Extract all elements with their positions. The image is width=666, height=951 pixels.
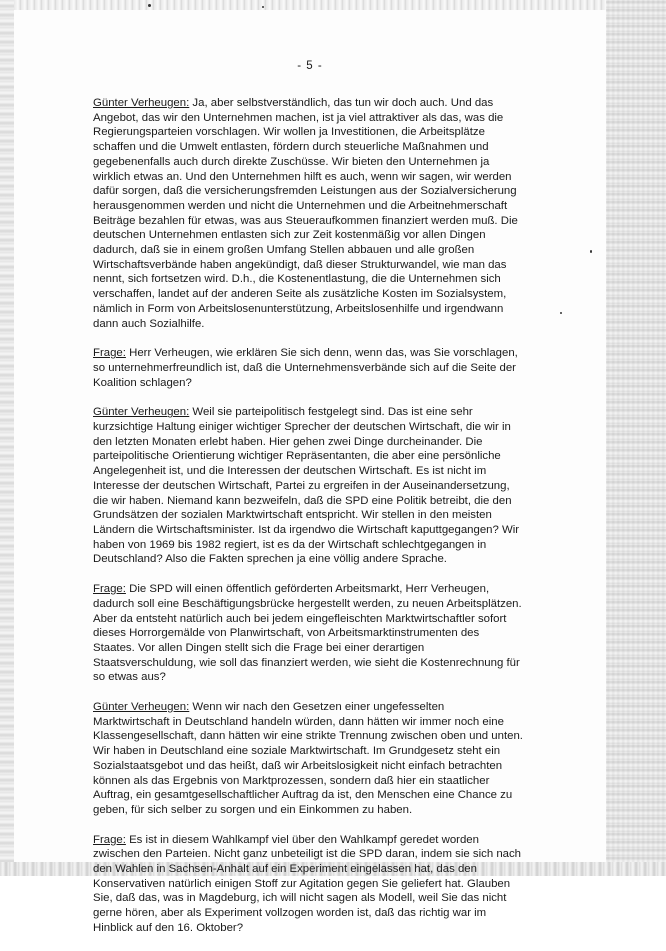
scan-speck — [262, 6, 264, 8]
paragraph — [93, 96, 523, 331]
speaker-label: Frage: — [93, 583, 126, 596]
paragraph — [93, 833, 523, 936]
scan-edge-left — [0, 0, 14, 876]
speaker-label: Günter Verheugen: — [93, 701, 190, 714]
paragraph-text: Ja, aber selbstverständlich, das tun wir doch auch. Und das Angebot, das wir den Unternehmen machen, ist ja viel attraktiver als das, was die Regierungsparteien vorschlagen. Wir wollen ja Investitionen, die Arbeitsplätze schaffen und die Umwelt entlasten, fördern durch steuerliche Maßnahmen und gegebenenfalls auch durch direkte Zuschüsse. Wir bieten den Unternehmen ja wirklich etwas an. Und den Unternehmen hilft es auch, wenn wir sagen, wir werden dafür sorgen, daß die versicherungsfremden Leistungen aus der Sozialversicherung herausgenommen werden und nicht die Unternehmen und die Arbeitnehmerschaft Beiträge bezahlen für etwas, was aus Steueraufkommen finanziert werden muß. Die deutschen Unternehmen entlasten sich zur Zeit kostenmäßig vor allen Dingen dadurch, daß sie in einem großen Umfang Stellen abbauen und alle großen Wirtschaftsverbände haben angekündigt, daß dieser Strukturwandel, wie man das nennt, sich fortsetzen wird. D.h., die Kostenentlastung, die die Unternehmen sich verschaffen, landet auf der anderen Seite als zusätzliche Kosten im Sozialsystem, nämlich in Form von Arbeitslosenunterstützung, Arbeitslosenhilfe und irgendwann dann auch Sozialhilfe. — [93, 97, 518, 330]
paragraph-text: Wenn wir nach den Gesetzen einer ungefesselten Marktwirtschaft in Deutschland handeln würden, dann hätten wir immer noch eine Klassengesellschaft, dann hätten wir eine strikte Trennung zwischen oben und unten. Wir haben in Deutschland eine soziale Marktwirtschaft. Im Grundgesetz steht ein Sozialstaatsgebot und das heißt, daß wir Arbeitslosigkeit nicht einfach betrachten können als das Ergebnis von Marktprozessen, sondern daß hier ein staatlicher Auftrag, ein gesamtgesellschaftlicher Auftrag da ist, den Menschen eine Chance zu geben, für sich selber zu sorgen und ein Einkommen zu haben. — [93, 701, 523, 816]
paragraph — [93, 405, 523, 567]
scan-edge-right — [606, 0, 666, 876]
paragraph-text: Es ist in diesem Wahlkampf viel über den Wahlkampf geredet worden zwischen den Parteien. Nicht ganz unbeteiligt ist die SPD daran, indem sie sich nach den Wahlen in Sachsen-Anhalt auf ein Experiment eingelassen hat, das den Konservativen natürlich einigen Stoff zur Agitation gegen Sie geliefert hat. Glauben Sie, daß das, was in Magdeburg, ich will nicht sagen als Modell, weil Sie das nicht gerne hören, aber als Experiment vollzogen worden ist, daß das richtig war im Hinblick auf den 16. Oktober? — [93, 833, 522, 934]
paragraph-text: Weil sie parteipolitisch festgelegt sind. Das ist eine sehr kurzsichtige Haltung einiger wichtiger Sprecher der deutschen Wirtschaft, die wir in den letzten Monaten erlebt haben. Hier gehen zwei Dinge durcheinander. Die parteipolitische Orientierung wichtiger Repräsentanten, die aber eine persönliche Angelegenheit ist, und die Interessen der deutschen Wirtschaft. Es ist nicht im Interesse der deutschen Wirtschaft, Partei zu ergreifen in der Auseinandersetzung, die wir haben. Niemand kann bezweifeln, daß die SPD eine Politik betreibt, die den Grundsätzen der sozialen Marktwirtschaft entspricht. Wir stellen in den meisten Ländern die Wirtschaftsminister. Ist da irgendwo die Wirtschaft kaputtgegangen? Wir haben von 1969 bis 1982 regiert, ist es da der Wirtschaft schlechtgegangen in Deutschland? Also die Fakten sprechen ja eine völlig andere Sprache. — [93, 406, 520, 566]
paragraph-text: Herr Verheugen, wie erklären Sie sich denn, wenn das, was Sie vorschlagen, so unternehmerfreundlich ist, daß die Unternehmensverbände sich auf die Seite der Koalition schlagen? — [93, 347, 518, 389]
paragraph — [93, 346, 523, 390]
speaker-label: Günter Verheugen: — [93, 97, 190, 109]
speaker-label: Frage: — [93, 347, 126, 360]
speaker-label: Frage: — [93, 833, 126, 846]
paragraph-text: Die SPD will einen öffentlich geförderten Arbeitsmarkt, Herr Verheugen, dadurch soll eine Beschäftigungsbrücke hergestellt werden, zu neuen Arbeitsplätzen. Aber da entsteht natürlich auch bei jedem eingefleischten Marktwirtschaftler sofort dieses Horrorgemälde von Planwirtschaft, von Arbeitsmarktinstrumenten des Staates. Vor allen Dingen stellt sich die Frage bei einer derartigen Staatsverschuldung, wie soll das finanziert werden, wie sieht die Kostenrechnung für so etwas aus? — [93, 583, 522, 684]
scan-speck — [590, 250, 592, 253]
scan-speck — [148, 4, 151, 7]
paragraph — [93, 700, 523, 818]
paragraph — [93, 582, 523, 685]
scan-edge-top — [0, 0, 666, 10]
speaker-label: Günter Verheugen: — [93, 406, 190, 419]
page-number: - 5 - — [297, 60, 323, 72]
scan-speck — [560, 312, 562, 314]
interview-text — [93, 96, 523, 951]
